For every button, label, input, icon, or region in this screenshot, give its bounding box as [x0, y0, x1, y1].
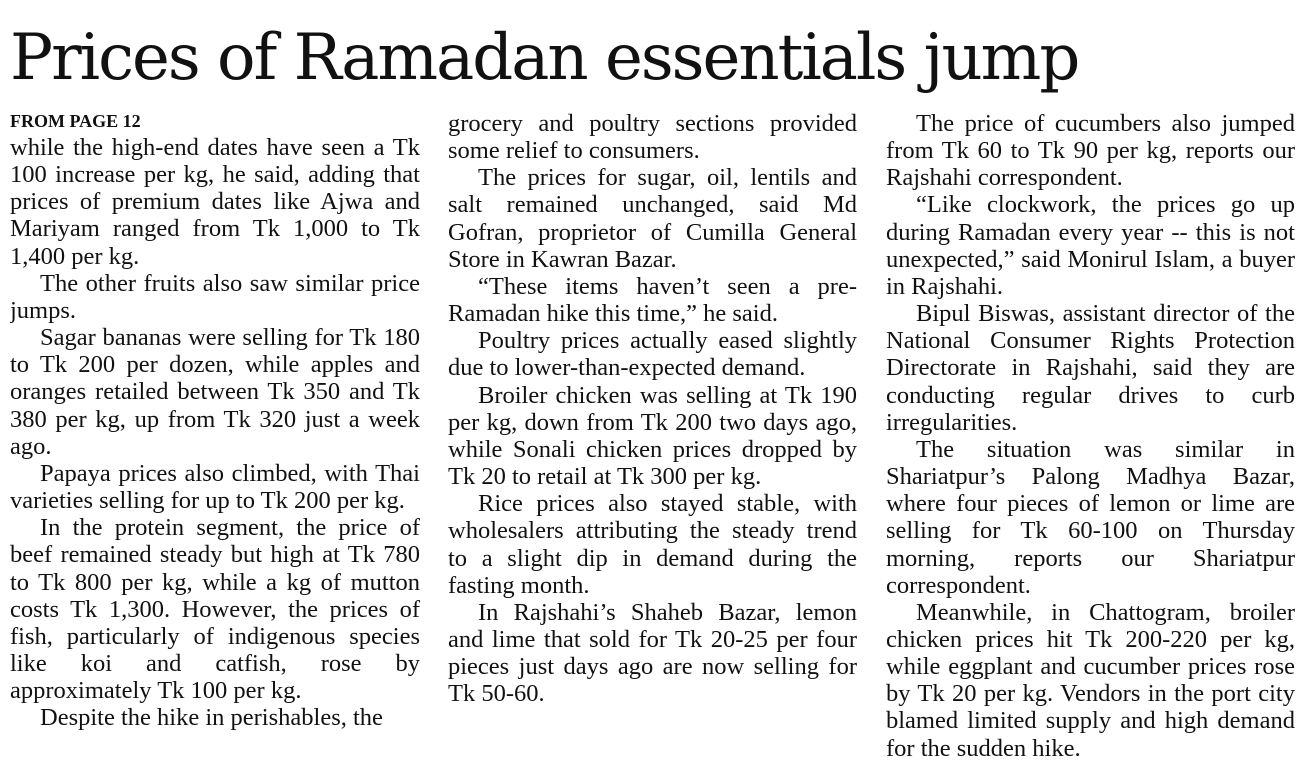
paragraph: “These items haven’t seen a pre-Ramadan hike this time,” he said.: [448, 272, 857, 328]
paragraph: Rice prices also stayed stable, with wholesalers attributing the steady trend to a slight dip in demand during the fasting month.: [448, 490, 857, 599]
paragraph: Meanwhile, in Chattogram, broiler chicken prices hit Tk 200-220 per kg, while eggplant and cucumber prices rose by Tk 20 per kg. Vendors in the port city blamed limited supply and high demand for the sudden hike.: [886, 598, 1295, 762]
paragraph: The situation was similar in Shariatpur’s Palong Madhya Bazar, where four pieces of lemon or lime are selling for Tk 60-100 on Thursday morning, reports our Shariatpur correspondent.: [886, 435, 1295, 599]
article-column-3: [886, 110, 1295, 778]
paragraph: In the protein segment, the price of beef remained steady but high at Tk 780 to Tk 800 per kg, while a kg of mutton costs Tk 1,300. However, the prices of fish, particularly of indigenous species like koi and catfish, rose by approximately Tk 100 per kg.: [10, 514, 420, 705]
paragraph: Papaya prices also climbed, with Thai varieties selling for up to Tk 200 per kg.: [10, 459, 420, 515]
headline: Prices of Ramadan essentials jump: [10, 21, 1079, 95]
article-column-1: [10, 108, 420, 776]
paragraph: The other fruits also saw similar price jumps.: [10, 269, 420, 324]
paragraph: “Like clockwork, the prices go up during Ramadan every year -- this is not unexpected,” said Monirul Islam, a buyer in Rajshahi.: [886, 191, 1295, 300]
paragraph: Sagar bananas were selling for Tk 180 to Tk 200 per dozen, while apples and oranges retailed between Tk 350 and Tk 380 per kg, up from Tk 320 just a week ago.: [10, 324, 420, 460]
paragraph: In Rajshahi’s Shaheb Bazar, lemon and lime that sold for Tk 20-25 per four pieces just days ago are now selling for Tk 50-60.: [448, 598, 857, 708]
kicker-from-page: FROM PAGE 12: [10, 111, 141, 131]
paragraph: The prices for sugar, oil, lentils and salt remained unchanged, said Md Gofran, proprietor of Cumilla General Store in Kawran Bazar.: [448, 164, 857, 273]
paragraph: Broiler chicken was selling at Tk 190 per kg, down from Tk 200 two days ago, while Sonali chicken prices dropped by Tk 20 to retail at Tk 300 per kg.: [448, 381, 857, 491]
paragraph: grocery and poultry sections provided some relief to consumers.: [448, 110, 857, 165]
paragraph: Despite the hike in perishables, the: [40, 704, 383, 732]
paragraph: while the high-end dates have seen a Tk 100 increase per kg, he said, adding that prices of premium dates like Ajwa and Mariyam ranged from Tk 1,000 to Tk 1,400 per kg.: [10, 134, 420, 270]
paragraph: The price of cucumbers also jumped from Tk 60 to Tk 90 per kg, reports our Rajshahi correspondent.: [886, 110, 1295, 192]
paragraph: Bipul Biswas, assistant director of the National Consumer Rights Protection Directorate in Rajshahi, said they are conducting regular drives to curb irregularities.: [886, 300, 1295, 436]
paragraph: Poultry prices actually eased slightly due to lower-than-expected demand.: [448, 327, 857, 382]
article-column-2: [448, 110, 857, 778]
